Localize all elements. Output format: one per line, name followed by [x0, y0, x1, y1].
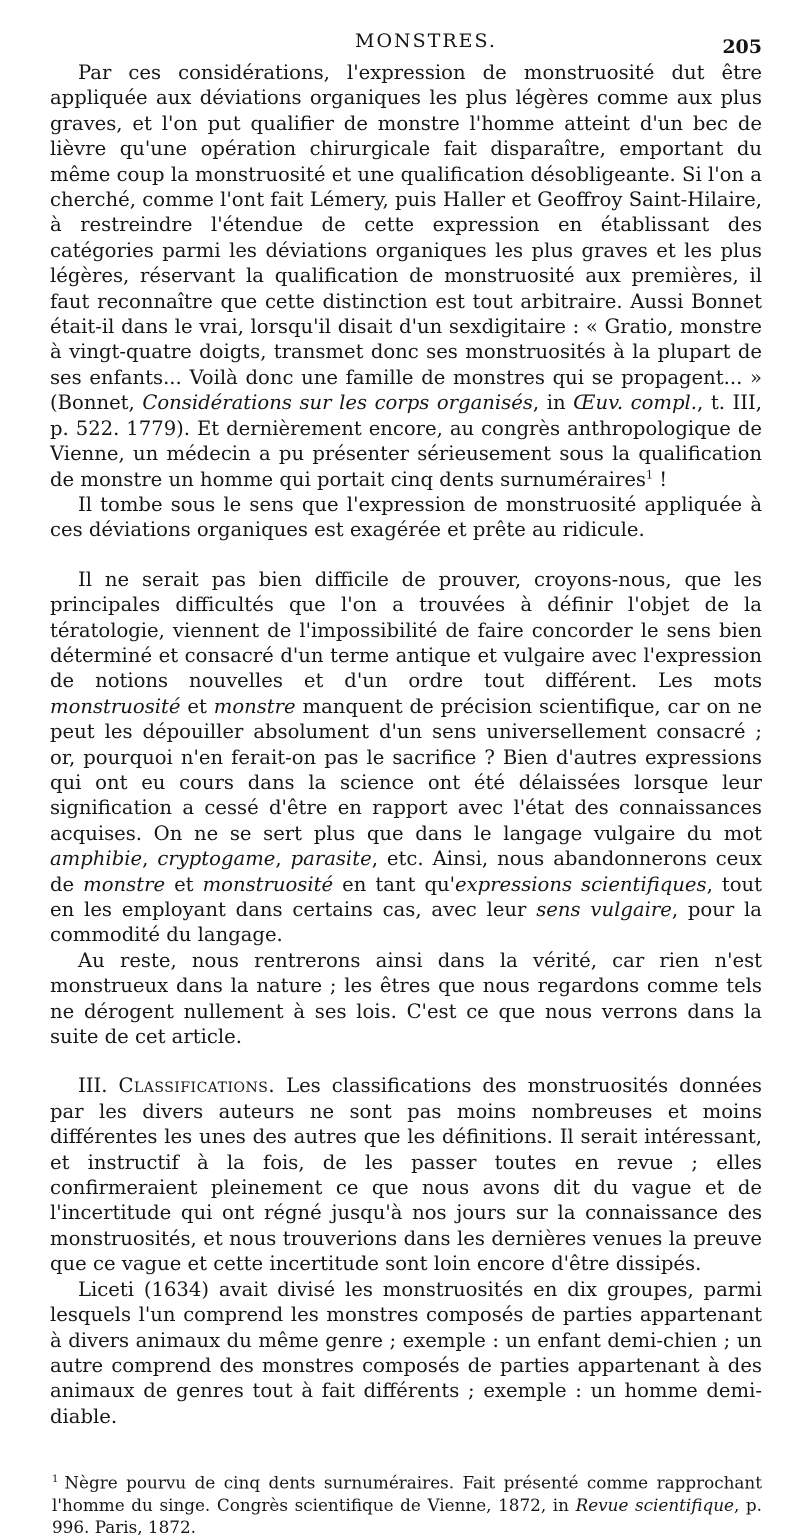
footnote-reference[interactable]: 1 [645, 467, 653, 481]
running-title: MONSTRES. [355, 30, 497, 52]
paragraph-2: Il tombe sous le sens que l'expression de monstruosité appliquée à ces déviations organiques est exagérée et prête au ridicule. [50, 492, 762, 542]
section-gap [50, 1049, 762, 1073]
paragraph-3: Il ne serait pas bien difficile de prouver, croyons-nous, que les principales difficultés que l'on a trouvées à définir l'objet de la tératologie, viennent de l'impossibilité de faire concorder le sens bien déterminé et consacré d'un terme antique et vulgaire avec l'expression de notions nouvelles et d'un ordre tout différent. Les mots monstruosité et monstre manquent de précision scientifique, car on ne peut les dépouiller absolument d'un sens universellement consacré ; or, pourquoi n'en ferait-on pas le sacrifice ? Bien d'autres expressions qui ont eu cours dans la science ont été délaissées lorsque leur signification a cessé d'être en rapport avec l'état des connaissances acquises. On ne se sert plus que dans le langage vulgaire du mot amphibie, cryptogame, parasite, etc. Ainsi, nous abandonnerons ceux de monstre et monstruosité en tant qu'expressions scientifiques, tout en les employant dans certains cas, avec leur sens vulgaire, pour la commodité du langage. [50, 567, 762, 947]
footnote-mark: 1 [52, 1474, 59, 1486]
paragraph-6: Liceti (1634) avait divisé les monstruosités en dix groupes, parmi lesquels l'un comprend les monstres composés de parties appartenant à divers animaux du même genre ; exemple : un enfant demi-chien ; un autre comprend des monstres composés de parties appartenant à des animaux de genres tout à fait différents ; exemple : un homme demi-diable. [50, 1277, 762, 1428]
section-heading: Classifications. [118, 1074, 276, 1098]
page-number: 205 [722, 36, 762, 58]
section-gap [50, 543, 762, 567]
paragraph-4: Au reste, nous rentrerons ainsi dans la vérité, car rien n'est monstrueux dans la nature ; les êtres que nous regardons comme tels ne dérogent nullement à ses lois. C'est ce que nous verrons dans la suite de cet article. [50, 948, 762, 1049]
paragraph-5: III. Classifications. Les classifications des monstruosités données par les divers auteurs ne sont pas moins nombreuses et moins différentes les unes des autres que les définitions. Il serait intéressant, et instructif à la fois, de les passer toutes en revue ; elles confirmeraient pleinement ce que nous avons dit du vague et de l'incertitude qui ont régné jusqu'à nos jours sur la connaissance des monstruosités, et nous trouverions dans les dernières venues la preuve que ce vague et cette incertitude sont loin encore d'être dissipés. [50, 1074, 762, 1276]
footnote: $^1$ Nègre pourvu de cinq dents surnuméraires. Fait présenté comme rapprochant l'homme du singe. Congrès scientifique de Vienne, 1872, in Revue scientifique, p. 996. Paris, 1872. [52, 1472, 762, 1537]
section-number: III. [78, 1074, 119, 1098]
paragraph-1: Par ces considérations, l'expression de monstruosité dut être appliquée aux déviations organiques les plus légères comme aux plus graves, et l'on put qualifier de monstre l'homme atteint d'un bec de lièvre qu'une opération chirurgicale fait disparaître, emportant du même coup la monstruosité et une qualification désobligeante. Si l'on a cherché, comme l'ont fait Lémery, puis Haller et Geoffroy Saint-Hilaire, à restreindre l'étendue de cette expression en établissant des catégories parmi les déviations organiques les plus graves et les plus légères, réservant la qualification de monstruosité aux premières, il faut reconnaître que cette distinction est tout arbitraire. Aussi Bonnet était-il dans le vrai, lorsqu'il disait d'un sexdigitaire : « Gratio, monstre à vingt-quatre doigts, transmet donc ses monstruosités à la plupart de ses enfants... Voilà donc une famille de monstres qui se propagent... » (Bonnet, Considérations sur les corps organisés, in Œuv. compl., t. III, p. 522. 1779). Et dernièrement encore, au congrès anthropologique de Vienne, un médecin a pu présenter sérieusement sous la qualification de monstre un homme qui portait cinq dents surnuméraires$^1$ ! [50, 61, 762, 491]
page-header [50, 26, 762, 58]
